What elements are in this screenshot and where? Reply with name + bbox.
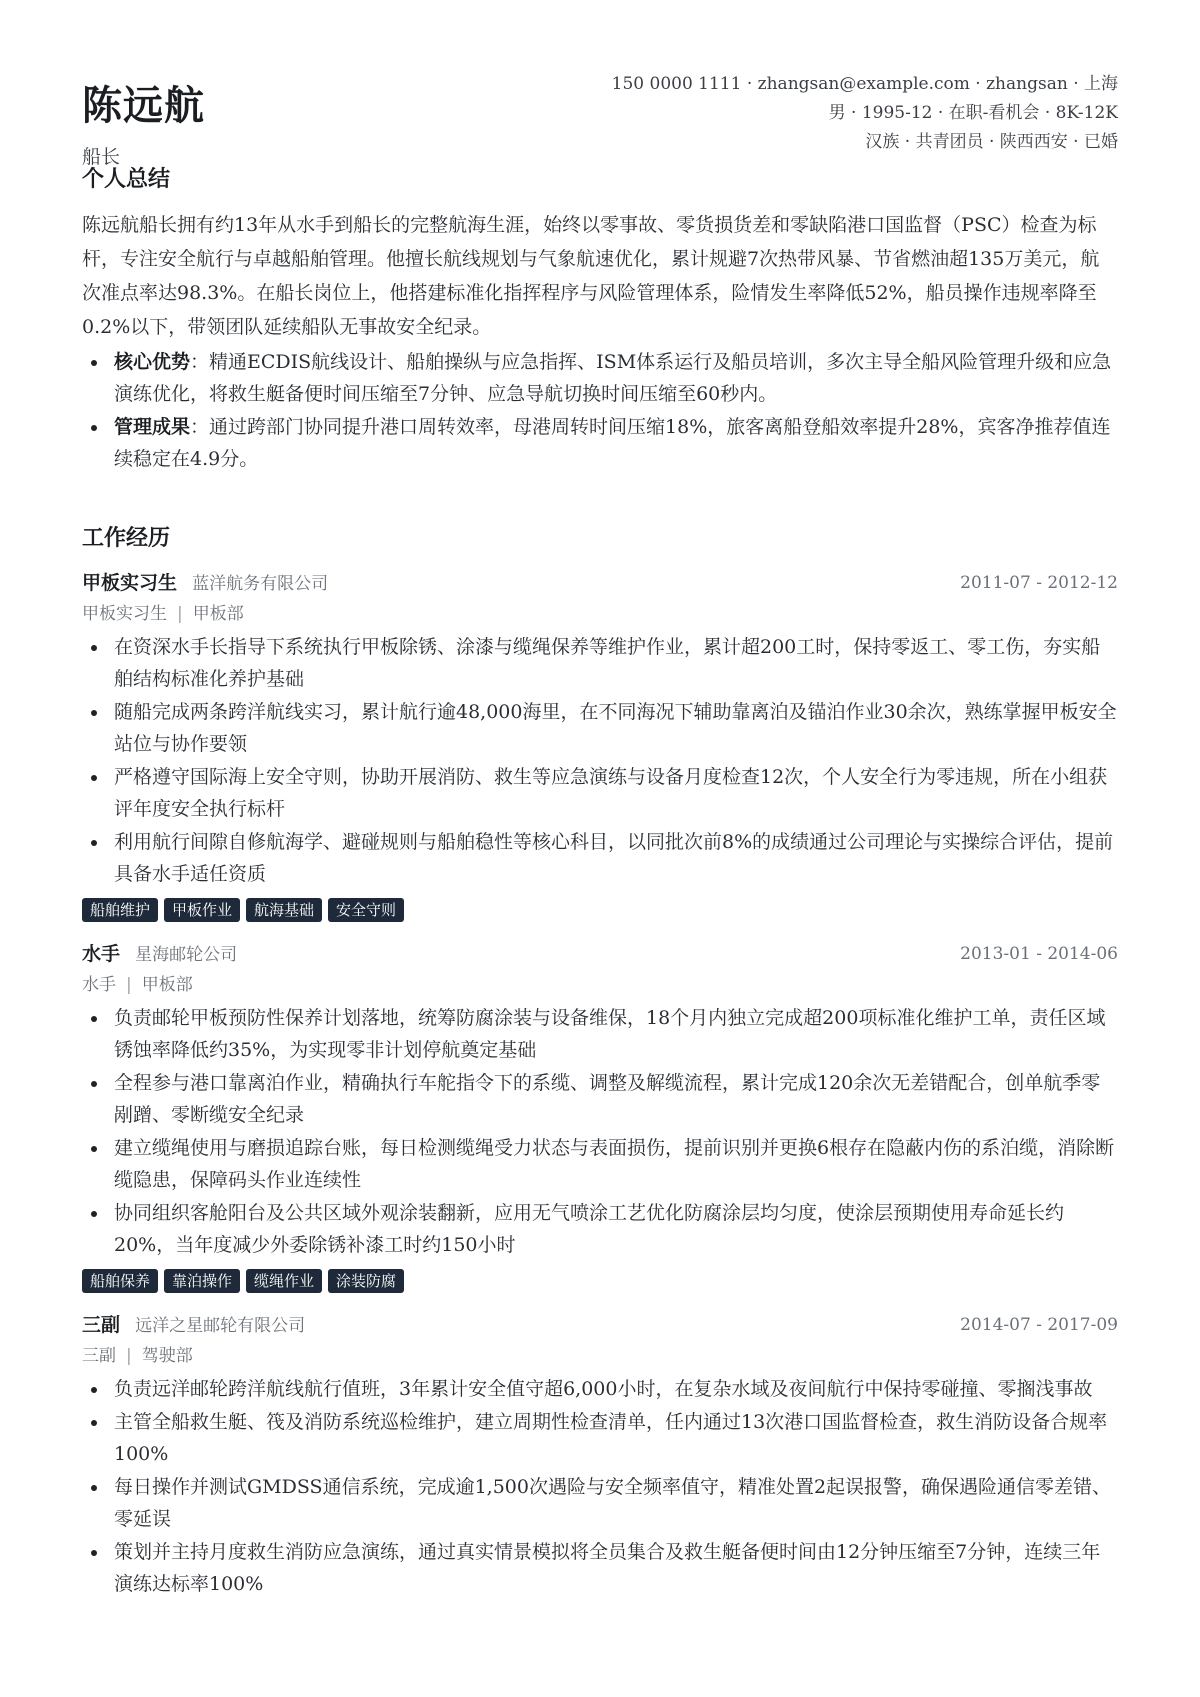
summary-paragraph: 陈远航船长拥有约13年从水手到船长的完整航海生涯，始终以零事故、零货损货差和零缺陷港口国监督（PSC）检查为标杆，专注安全航行与卓越船舶管理。他擅长航线规划与气象航速优化，累计规避7次热带风暴、节省燃油超135万美元，航次准点率达98.3%。在船长岗位上，他搭建标准化指挥程序与风险管理体系，险情发生率降低52%，船员操作违规率降至0.2%以下，带领团队延续船队无事故安全纪录。 bbox=[82, 214, 1100, 338]
list-item: 严格遵守国际海上安全守则，协助开展消防、救生等应急演练与设备月度检查12次，个人安全行为零违规，所在小组获评年度安全执行标杆 bbox=[82, 761, 1118, 825]
resume-header bbox=[82, 0, 1118, 170]
list-item bbox=[82, 346, 1118, 410]
skill-tag: 船舶维护 bbox=[82, 898, 158, 922]
job-company: 蓝洋航务有限公司 bbox=[192, 574, 329, 594]
job-entry bbox=[82, 1309, 1118, 1600]
job-date: 2011-07 - 2012-12 bbox=[960, 573, 1118, 593]
job-department: 甲板部 bbox=[141, 975, 193, 995]
skill-tag: 航海基础 bbox=[246, 898, 322, 922]
contact-line: 150 0000 1111 · zhangsan@example.com · zhangsan · 上海 bbox=[611, 74, 1118, 94]
job-bullets bbox=[82, 631, 1118, 890]
job-header bbox=[82, 938, 1118, 970]
job-subtitle bbox=[82, 970, 1118, 1000]
section-title-summary: 个人总结 bbox=[82, 166, 171, 192]
contact-line: 汉族 · 共青团员 · 陕西西安 · 已婚 bbox=[865, 132, 1118, 152]
list-item: 利用航行间隙自修航海学、避碰规则与船舶稳性等核心科目，以同批次前8%的成绩通过公司理论与实操综合评估，提前具备水手适任资质 bbox=[82, 826, 1118, 890]
contact-info bbox=[612, 70, 1118, 157]
list-item: 负责远洋邮轮跨洋航线航行值班，3年累计安全值守超6,000小时，在复杂水域及夜间航行中保持零碰撞、零搁浅事故 bbox=[82, 1373, 1118, 1405]
skill-tag: 涂装防腐 bbox=[328, 1269, 404, 1293]
job-header bbox=[82, 1309, 1118, 1341]
skill-tag: 靠泊操作 bbox=[164, 1269, 240, 1293]
list-item: 主管全船救生艇、筏及消防系统巡检维护，建立周期性检查清单，任内通过13次港口国监督检查，救生消防设备合规率100% bbox=[82, 1406, 1118, 1470]
separator: | bbox=[126, 1346, 132, 1366]
list-item: 随船完成两条跨洋航线实习，累计航行逾48,000海里，在不同海况下辅助靠离泊及锚泊作业30余次，熟练掌握甲板安全站位与协作要领 bbox=[82, 696, 1118, 760]
job-title: 甲板实习生 bbox=[82, 572, 178, 594]
list-item: 策划并主持月度救生消防应急演练，通过真实情景模拟将全员集合及救生艇备便时间由12分钟压缩至7分钟，连续三年演练达标率100% bbox=[82, 1536, 1118, 1600]
summary-bullets bbox=[82, 346, 1118, 475]
list-item: 负责邮轮甲板预防性保养计划落地，统筹防腐涂装与设备维保，18个月内独立完成超200项标准化维护工单，责任区域锈蚀率降低约35%，为实现零非计划停航奠定基础 bbox=[82, 1002, 1118, 1066]
skill-tags bbox=[82, 1269, 1118, 1295]
job-bullets bbox=[82, 1002, 1118, 1261]
job-entry bbox=[82, 938, 1118, 1295]
job-subtitle bbox=[82, 1341, 1118, 1371]
job-position: 水手 bbox=[82, 975, 116, 995]
list-item: 建立缆绳使用与磨损追踪台账，每日检测缆绳受力状态与表面损伤，提前识别并更换6根存在隐蔽内伤的系泊缆，消除断缆隐患，保障码头作业连续性 bbox=[82, 1132, 1118, 1196]
job-bullets bbox=[82, 1373, 1118, 1600]
list-item: 全程参与港口靠离泊作业，精确执行车舵指令下的系缆、调整及解缆流程，累计完成120余次无差错配合，创单航季零剐蹭、零断缆安全纪录 bbox=[82, 1067, 1118, 1131]
job-date: 2014-07 - 2017-09 bbox=[960, 1315, 1118, 1335]
bullet-text: ：通过跨部门协同提升港口周转效率，母港周转时间压缩18%，旅客离船登船效率提升28%，宾客净推荐值连续稳定在4.9分。 bbox=[114, 416, 1111, 470]
bullet-label: 核心优势 bbox=[114, 351, 191, 373]
job-date: 2013-01 - 2014-06 bbox=[960, 944, 1118, 964]
job-title: 水手 bbox=[82, 943, 121, 965]
job-department: 甲板部 bbox=[192, 604, 244, 624]
separator: | bbox=[177, 604, 183, 624]
job-title: 三副 bbox=[82, 1314, 121, 1336]
skill-tag: 船舶保养 bbox=[82, 1269, 158, 1293]
candidate-role: 船长 bbox=[82, 146, 121, 168]
skill-tag: 甲板作业 bbox=[164, 898, 240, 922]
bullet-text: ：精通ECDIS航线设计、船舶操纵与应急指挥、ISM体系运行及船员培训，多次主导全船风险管理升级和应急演练优化，将救生艇备便时间压缩至7分钟、应急导航切换时间压缩至60秒内。 bbox=[114, 351, 1112, 405]
section-title-work: 工作经历 bbox=[82, 525, 171, 551]
skill-tags bbox=[82, 898, 1118, 924]
job-position: 甲板实习生 bbox=[82, 604, 167, 624]
candidate-name: 陈远航 bbox=[82, 82, 205, 129]
list-item: 在资深水手长指导下系统执行甲板除锈、涂漆与缆绳保养等维护作业，累计超200工时，保持零返工、零工伤，夯实船舶结构标准化养护基础 bbox=[82, 631, 1118, 695]
job-department: 驾驶部 bbox=[141, 1346, 193, 1366]
list-item bbox=[82, 411, 1118, 475]
job-company: 远洋之星邮轮有限公司 bbox=[135, 1316, 306, 1336]
separator: | bbox=[126, 975, 132, 995]
bullet-label: 管理成果 bbox=[114, 416, 191, 438]
job-header bbox=[82, 567, 1118, 599]
job-entry bbox=[82, 567, 1118, 924]
work-section bbox=[82, 523, 1118, 1600]
job-subtitle bbox=[82, 599, 1118, 629]
skill-tag: 安全守则 bbox=[328, 898, 404, 922]
contact-line: 男 · 1995-12 · 在职-看机会 · 8K-12K bbox=[828, 103, 1118, 123]
job-position: 三副 bbox=[82, 1346, 116, 1366]
summary-section bbox=[82, 164, 1118, 475]
job-company: 星海邮轮公司 bbox=[135, 945, 238, 965]
skill-tag: 缆绳作业 bbox=[246, 1269, 322, 1293]
list-item: 每日操作并测试GMDSS通信系统，完成逾1,500次遇险与安全频率值守，精准处置2起误报警，确保遇险通信零差错、零延误 bbox=[82, 1471, 1118, 1535]
list-item: 协同组织客舱阳台及公共区域外观涂装翻新，应用无气喷涂工艺优化防腐涂层均匀度，使涂层预期使用寿命延长约20%，当年度减少外委除锈补漆工时约150小时 bbox=[82, 1197, 1118, 1261]
